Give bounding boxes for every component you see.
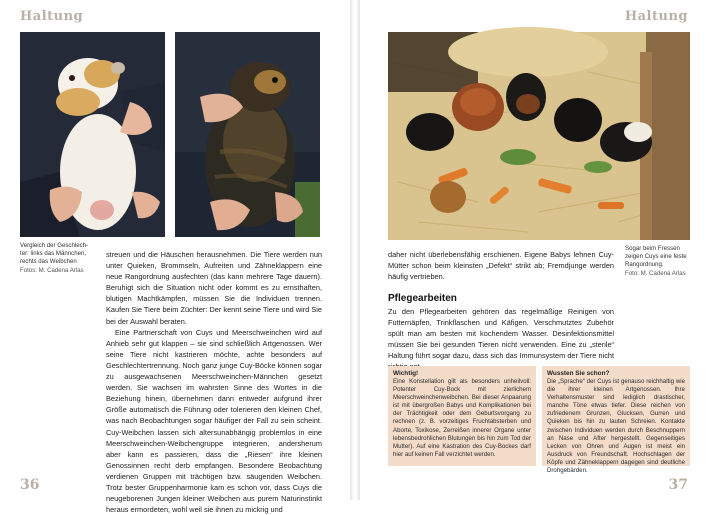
body-text-section (388, 306, 614, 373)
caption-line: Vergleich der Geschlech- (20, 242, 89, 249)
section-heading: Pflegearbeiten (388, 293, 457, 304)
photo-caption-right (625, 245, 705, 278)
info-box-did-you-know (542, 366, 690, 475)
caption-line: Rangordnung. (625, 261, 664, 269)
book-gutter (350, 0, 360, 500)
running-header-left: Haltung (20, 9, 84, 24)
paragraph: daher nicht überlebensfähig erschienen. Eigene Babys lehnen Cuy-Mütter schon beim kleinsten „Defekt“ strikt ab; Fremdjunge werden häufig vertrieben. (388, 250, 614, 282)
page-number-right: 37 (668, 477, 688, 493)
caption-line: ter: links das Männchen, (20, 250, 87, 258)
paragraph: Eine Partnerschaft von Cuys und Meerschweinchen wird auf Anhieb sehr gut klappen – sie sind schließlich Artgenossen. Wer seine Tiere nicht kastrieren möchte, achte besonders auf Geschlechtertrennung. Noch ganz junge Cuy-Böcke können sogar zu ausgewachsenen Meerschweinchen-Männchen gesetzt werden. Sie wachsen im wahrsten Sinne des Wortes in die Beziehung hinein, übernehmen dann entweder aufgrund ihrer Größe automatisch die Führung oder tolerieren den kleinen Chef, was nach Beobachtungen sogar häufiger der Fall zu sein scheint. Cuy-Weibchen lassen sich altersunabhängig problemlos in eine Meerschweinchen-Weibchengruppe integrieren, andersherum aber kann es passieren, dass die „Riesen“ ihre kleinen Genossinnen recht derb empfangen. Besondere Beobachtung verdienen Gruppen mit trächtigen bzw. säugenden Weibchen. Trotz bester Gruppenharmonie kam es schon vor, dass Cuys die neugeborenen Jungen kleiner Weibchen aus purem Naturinstinkt heraus ermordeten, wohl weil sie ihnen zu mickrig und (106, 327, 322, 515)
box-title: Wichtig! (393, 370, 419, 377)
photo-feeding-guinea-pigs (388, 32, 690, 240)
photo-credit: Foto: M. Cadena Arlas (625, 269, 686, 277)
box-title: Wussten Sie schon? (547, 370, 610, 377)
caption-line: zeigen Cuys eine feste (625, 253, 687, 261)
paragraph: streuen und die Häuschen herausnehmen. Die Tiere werden nun unter Quieken, Brommseln, Aufreiten und Zähneklappern eine neue Rangordnung ausfechten (das kann mehrere Tage dauern). Beruhigt sich die Situation nicht oder kommt es zu ernsthaften, blutigen Machtkämpfen, müssen Sie die Individuen trennen. Kaufen Sie Tiere beim Züchter: Der kennt seine Tiere und wird Sie bei der Auswahl beraten. (106, 250, 322, 326)
left-page (0, 0, 350, 515)
running-header-right: Haltung (624, 9, 688, 24)
paragraph: Zu den Pflegearbeiten gehören das regelmäßige Reinigen von Futternäpfen, Trinkflaschen und Käfigen. Verschmutztes Zubehör spült man am besten mit kochendem Wasser. Desinfektionsmittel müssen Sie bei gesunden Tieren nicht verwenden. Eine zu „sterile“ Haltung führt sogar dazu, dass sich das Immunsystem der Tiere nicht (388, 307, 614, 361)
box-text: Die „Sprache“ der Cuys ist genauso reichhaltig wie die ihrer kleinen Artgenossen. Ihre Verhaltensmuster sind lediglich drastischer, manche Töne etwas tiefer. Diese reichen von zufriedenem Grunzen, Glucksen, Gurren und Quieken bis hin zu lauten Schreien. Kontakte zwischen Individuen werden durch Beschnuppern an Nase und After hergestellt. Gegenseitiges Lecken von Ohren und Augen ist meist ein Ausdruck von Freundschaft. Hochschlagen der Köpfe und Zähneklappern dagegen sind deutliche Drohgebärden. (547, 378, 685, 475)
caption-line: rechts das Weibchen (20, 258, 77, 266)
page-number-left: 36 (20, 477, 40, 493)
info-box-important (388, 366, 536, 466)
photo-caption-left (20, 242, 105, 275)
photo-male-guinea-pig (20, 32, 165, 237)
photo-credit: Fotos: M. Cadena Arlas (20, 266, 84, 274)
caption-line: Sogar beim Fressen (625, 245, 680, 252)
photo-female-guinea-pig (175, 32, 320, 237)
body-text-intro (388, 249, 614, 282)
body-text-left (106, 249, 322, 515)
box-text: Eine Konstellation gilt als besonders unheilvoll: Potenter Cuy-Bock mit zierlichem Meerschweinchenweibchen. Bei dieser Anpaarung ist mit übergroßen Babys und Komplikationen bei der Trächtigkeit oder dem Geburtsvorgang zu rechnen (z. B. vorzeitiges Fruchtabsterben und Aborte, Toxikose, Zerreißen innerer Organe unter lebensbedrohlichen Blutungen bis hin zum Tod der Mutter). Auf eine Kastration des Cuy-Bockes darf hier auf keinen Fall verzichtet werden. (393, 378, 531, 458)
right-page (360, 0, 710, 500)
